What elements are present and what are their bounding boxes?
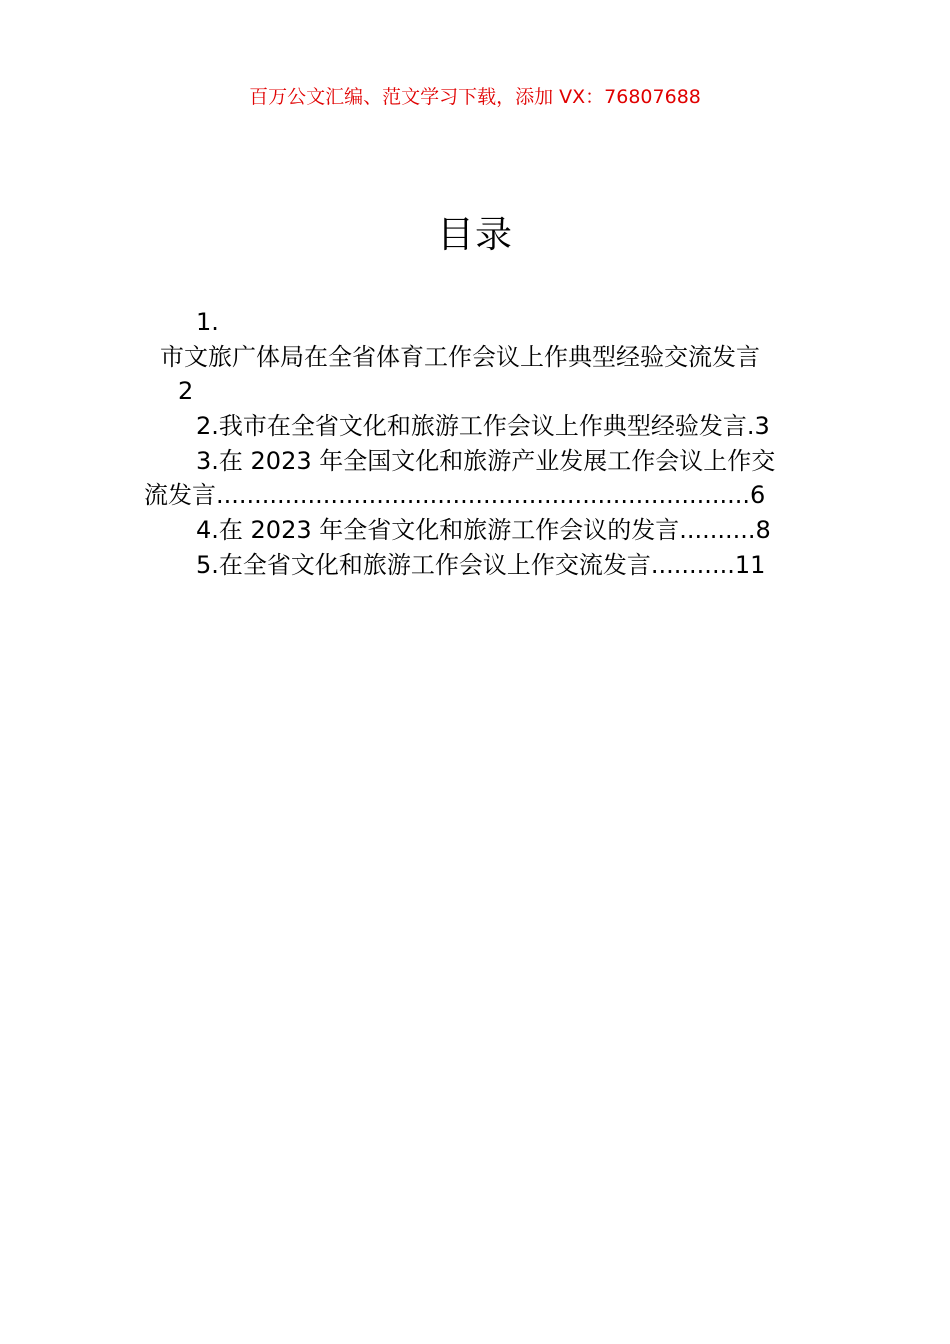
toc-entry-2[interactable] <box>196 409 770 443</box>
toc-entry-4[interactable] <box>196 513 771 547</box>
toc-title: 目录 <box>437 213 513 256</box>
toc-entry-4-title: 在 2023 年全省文化和旅游工作会议的发言 <box>218 516 680 544</box>
toc-entry-5-page: 11 <box>734 551 766 579</box>
toc-entry-1-number[interactable]: 1. <box>196 308 219 336</box>
header-text: 百万公文汇编、范文学习下载，添加 VX：76807688 <box>249 86 701 108</box>
toc-entry-4-leader: .......... <box>679 516 756 544</box>
header-banner <box>0 84 950 110</box>
toc-entry-5[interactable] <box>196 548 765 582</box>
toc-entry-5-leader: ........... <box>650 551 735 579</box>
toc-entry-3-title-line2: 流发言 <box>144 481 216 509</box>
toc-entry-3-page: 6 <box>750 481 766 509</box>
toc-entry-4-page: 8 <box>755 516 771 544</box>
toc-entry-2-number: 2. <box>196 412 219 440</box>
toc-entry-5-title: 在全省文化和旅游工作会议上作交流发言 <box>218 551 651 579</box>
toc-entry-3-number: 3. <box>196 447 219 475</box>
toc-entry-3-leader: ...................................................................... <box>216 481 751 509</box>
toc-entry-3-line2[interactable] <box>144 478 765 512</box>
toc-entry-1-page[interactable]: 2 <box>178 377 194 405</box>
toc-entry-2-leader: . <box>746 412 755 440</box>
toc-entry-3-line1[interactable] <box>196 444 775 478</box>
toc-entry-2-page: 3 <box>754 412 770 440</box>
toc-entry-5-number: 5. <box>196 551 219 579</box>
toc-entry-3-title-line1: 在 2023 年全国文化和旅游产业发展工作会议上作交 <box>218 447 776 475</box>
toc-entry-4-number: 4. <box>196 516 219 544</box>
toc-entry-1-title[interactable]: 市文旅广体局在全省体育工作会议上作典型经验交流发言 <box>160 343 760 371</box>
toc-entry-2-title: 我市在全省文化和旅游工作会议上作典型经验发言 <box>218 412 747 440</box>
